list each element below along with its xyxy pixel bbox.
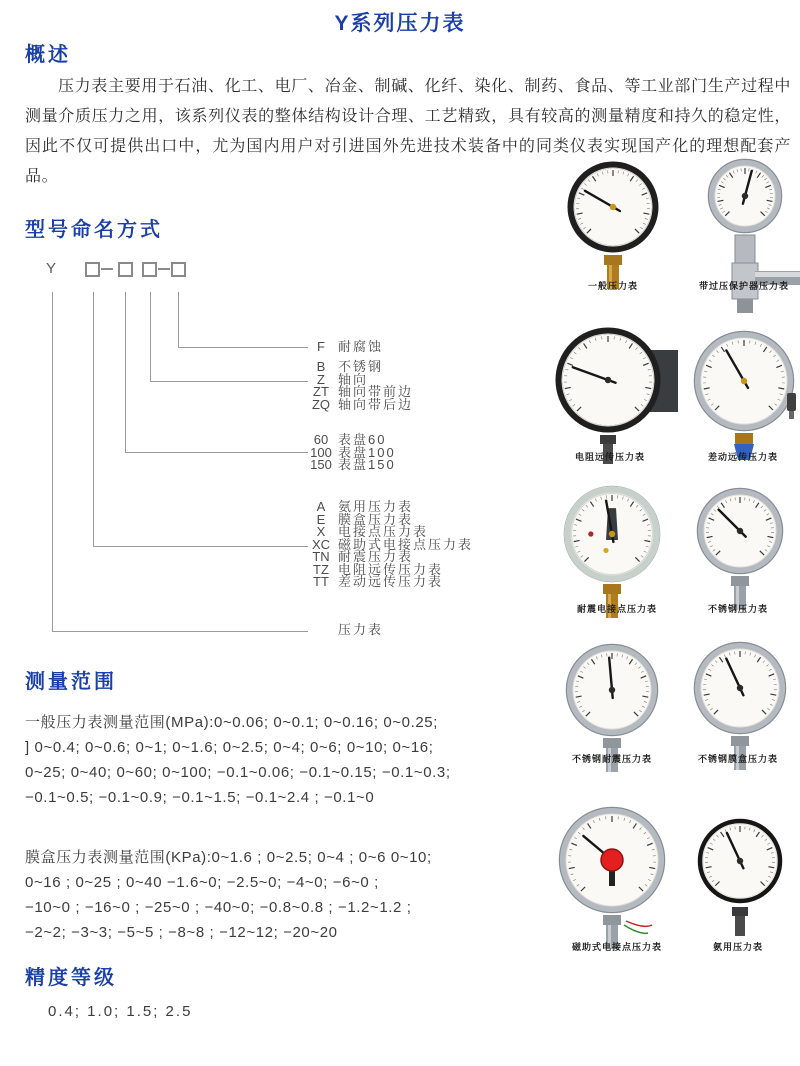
gauge-photo (675, 150, 800, 321)
model-code-label: 表盘150 (338, 457, 396, 472)
connector-line (150, 381, 308, 382)
connector-line (93, 292, 94, 546)
section-heading-overview: 概述 (25, 44, 71, 66)
accuracy-values: 0.4; 1.0; 1.5; 2.5 (48, 1003, 193, 1020)
model-code-label: 轴向带前边 (338, 384, 414, 399)
model-code: TT (313, 574, 329, 589)
model-code-label: 轴向 (338, 371, 369, 387)
model-code: TZ (313, 561, 329, 577)
model-code-dash (158, 268, 170, 270)
model-code: X (316, 524, 326, 539)
model-code-label: 不锈钢 (338, 359, 384, 374)
model-code: B (316, 359, 326, 374)
gauge-caption: 磁助式电接点压力表 (571, 942, 662, 952)
gauge-caption: 差动远传压力表 (707, 452, 778, 462)
connector-line (178, 347, 308, 348)
model-code-box (142, 262, 157, 277)
model-code-label: 电接点压力表 (338, 524, 429, 539)
connector-line (93, 546, 308, 547)
model-code-row (308, 360, 383, 373)
model-code-label: 表盘60 (338, 432, 387, 447)
page-title: Y系列压力表 (334, 12, 466, 35)
model-code-label: 耐腐蚀 (338, 339, 384, 354)
model-code-label: 轴向带后边 (338, 396, 414, 412)
gauge-caption: 带过压保护器压力表 (698, 281, 789, 291)
general-range-text (25, 710, 451, 810)
gauge-photo (542, 635, 682, 792)
model-code-row (308, 563, 443, 576)
model-prefix: Y (46, 260, 57, 277)
model-code-box (85, 262, 100, 277)
model-code: 60 (313, 432, 329, 447)
model-code-label: 磁助式电接点压力表 (338, 536, 474, 552)
connector-line (178, 292, 179, 347)
connector-line (52, 631, 308, 632)
model-code-dash (101, 268, 113, 270)
connector-line (125, 292, 126, 452)
range-line: ] 0~0.4; 0~0.6; 0~1; 0~1.6; 0~2.5; 0~4; 0~6; 0~10; 0~16; (25, 739, 434, 756)
model-code-label: 耐震压力表 (338, 549, 414, 564)
connector-line (125, 452, 308, 453)
model-code-row (308, 398, 413, 411)
model-code: F (317, 339, 325, 354)
gauge-caption: 一般压力表 (587, 281, 638, 291)
connector-line (52, 292, 53, 631)
capsule-range-text (25, 845, 432, 945)
overview-paragraph: 压力表主要用于石油、化工、电厂、冶金、制碱、化纤、染化、制药、食品、等工业部门生产过程中测量介质压力之用，该系列仪表的整体结构设计合理、工艺精致，具有较高的测量精度和持久的稳定性，因此不仅可提供出口中，尤为国内用户对引进国外先进技术装备中的同类仪表实现国产化的理想配套产品。 (25, 78, 791, 185)
model-code-row (308, 525, 428, 538)
model-code-row (308, 550, 413, 563)
section-heading-accuracy: 精度等级 (25, 967, 117, 989)
section-heading-measuring-range: 测量范围 (25, 671, 117, 693)
range-line: 膜盒压力表测量范围(KPa):0~1.6 ; 0~2.5; 0~4 ; 0~6 0~10; (25, 849, 432, 866)
model-code: TN (312, 549, 330, 564)
gauge-caption: 不锈钢膜盒压力表 (697, 754, 778, 764)
model-code-label: 膜盒压力表 (338, 511, 414, 527)
model-code: 100 (310, 444, 332, 460)
gauge-photo (538, 318, 678, 489)
range-line: −2~2; −3~3; −5~5 ; −8~8 ; −12~12; −20~20 (25, 924, 338, 941)
model-code-row (308, 500, 413, 513)
model-code-label: 表盘100 (338, 444, 396, 460)
section-heading-model-naming: 型号命名方式 (25, 219, 163, 241)
model-code-label: 电阻远传压力表 (338, 561, 444, 577)
gauge-caption: 电阻远传压力表 (574, 452, 645, 462)
model-code: XC (311, 536, 331, 552)
model-code: E (316, 511, 326, 527)
model-code-row (308, 623, 383, 636)
model-code-row (308, 373, 368, 386)
model-code-box (171, 262, 186, 277)
gauge-caption: 氨用压力表 (712, 942, 763, 952)
model-code-label: 压力表 (338, 622, 384, 637)
model-code-label: 氨用压力表 (338, 499, 414, 514)
model-code-row (308, 446, 396, 459)
range-line: 0~16 ; 0~25 ; 0~40 −1.6~0; −2.5~0; −4~0; −6~0 ; (25, 874, 379, 891)
model-code: ZT (313, 384, 329, 399)
model-code: A (316, 499, 326, 514)
connector-line (150, 292, 151, 381)
gauge-caption: 不锈钢耐震压力表 (571, 754, 652, 764)
model-code-row (308, 433, 386, 446)
range-line: −10~0 ; −16~0 ; −25~0 ; −40~0; −0.8~0.8 ; −1.2~1.2 ; (25, 899, 412, 916)
model-code-row (308, 575, 443, 588)
model-code: Z (317, 371, 325, 387)
model-code-row (308, 458, 396, 471)
model-code-row (308, 340, 383, 353)
gauge-caption: 耐震电接点压力表 (576, 604, 657, 614)
model-code-box (118, 262, 133, 277)
range-line: −0.1~0.5; −0.1~0.9; −0.1~1.5; −0.1~2.4 ; −0.1~0 (25, 789, 375, 806)
gauge-photo (670, 633, 800, 790)
gauge-caption: 不锈钢压力表 (707, 604, 768, 614)
gauge-photo (670, 808, 800, 961)
model-code: ZQ (311, 396, 331, 412)
model-code: 150 (310, 457, 332, 472)
model-code-row (308, 513, 413, 526)
range-line: 一般压力表测量范围(MPa):0~0.06; 0~0.1; 0~0.16; 0~0.25; (25, 714, 439, 731)
model-code-row (308, 385, 413, 398)
model-code-label: 差动远传压力表 (338, 574, 444, 589)
model-code-row (308, 538, 473, 551)
range-line: 0~25; 0~40; 0~60; 0~100; −0.1~0.06; −0.1~0.15; −0.1~0.3; (25, 764, 451, 781)
